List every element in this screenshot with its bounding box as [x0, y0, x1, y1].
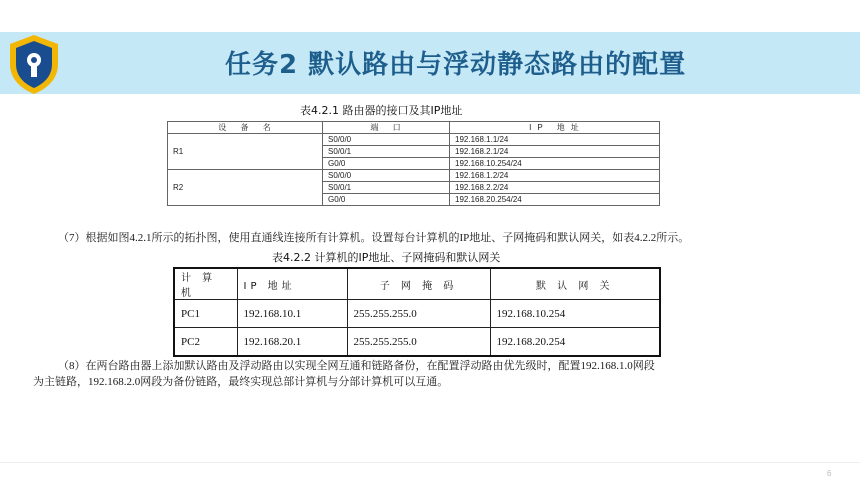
table1-caption: 表4.2.1 路由器的接口及其IP地址 [300, 104, 463, 117]
gateway-cell: 192.168.20.254 [490, 328, 660, 357]
device-cell: R2 [168, 170, 323, 206]
table-header-row [174, 268, 660, 300]
page-number: 6 [827, 469, 832, 478]
ip-cell: 192.168.2.1/24 [450, 146, 660, 158]
page-title: 任务2 默认路由与浮动静态路由的配置 [225, 50, 687, 80]
column-header: IP 地址 [450, 122, 660, 134]
ip-cell: 192.168.20.254/24 [450, 194, 660, 206]
footer-divider [0, 462, 860, 463]
port-cell: S0/0/0 [323, 134, 450, 146]
table-row [168, 170, 660, 182]
table2-caption: 表4.2.2 计算机的IP地址、子网掩码和默认网关 [272, 251, 501, 264]
mask-cell: 255.255.255.0 [347, 300, 490, 328]
ip-cell: 192.168.20.1 [237, 328, 347, 357]
table-header-row [168, 122, 660, 134]
column-header: 计 算 机 [174, 268, 237, 300]
device-cell: R1 [168, 134, 323, 170]
column-header: 默 认 网 关 [490, 268, 660, 300]
port-cell: G0/0 [323, 194, 450, 206]
column-header: 子 网 掩 码 [347, 268, 490, 300]
paragraph-step-8-line-1: （8）在两台路由器上添加默认路由及浮动路由以实现全网互通和链路备份，在配置浮动路由优先级时，配置192.168.1.0网段 [58, 360, 655, 372]
paragraph-step-7: （7）根据如图4.2.1所示的拓扑图，使用直通线连接所有计算机。设置每台计算机的IP地址、子网掩码和默认网关，如表4.2.2所示。 [58, 232, 690, 244]
ip-cell: 192.168.2.2/24 [450, 182, 660, 194]
column-header: 端 口 [323, 122, 450, 134]
pc-address-table [173, 267, 661, 357]
ip-cell: 192.168.1.1/24 [450, 134, 660, 146]
column-header: 设 备 名 [168, 122, 323, 134]
table-row [168, 134, 660, 146]
pc-name-cell: PC2 [174, 328, 237, 357]
router-interface-table [167, 121, 660, 206]
gateway-cell: 192.168.10.254 [490, 300, 660, 328]
paragraph-step-8-line-2: 为主链路，192.168.2.0网段为备份链路，最终实现总部计算机与分部计算机可以互通。 [33, 376, 449, 388]
port-cell: G0/0 [323, 158, 450, 170]
table-row [174, 300, 660, 328]
pc-name-cell: PC1 [174, 300, 237, 328]
ip-cell: 192.168.10.1 [237, 300, 347, 328]
ip-cell: 192.168.1.2/24 [450, 170, 660, 182]
table-row [174, 328, 660, 357]
port-cell: S0/0/0 [323, 170, 450, 182]
port-cell: S0/0/1 [323, 146, 450, 158]
shield-keyhole-icon [6, 32, 62, 96]
port-cell: S0/0/1 [323, 182, 450, 194]
column-header: IP 地址 [237, 268, 347, 300]
mask-cell: 255.255.255.0 [347, 328, 490, 357]
ip-cell: 192.168.10.254/24 [450, 158, 660, 170]
